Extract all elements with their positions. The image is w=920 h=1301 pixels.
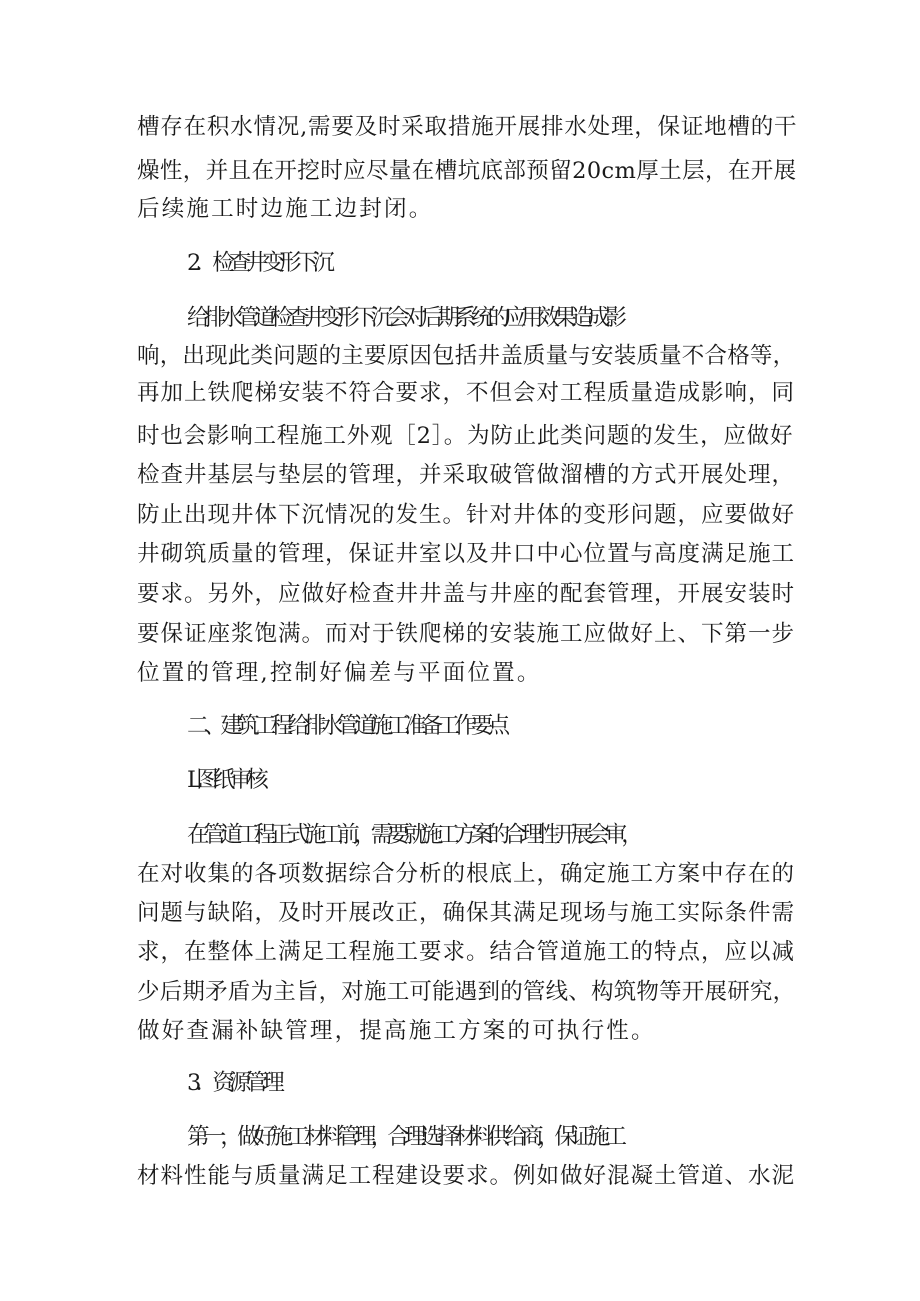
text-line: 燥性，并且在开挖时应尽量在槽坑底部预留20cm厚土层，在开展 — [137, 158, 797, 184]
text-line: 要保证座浆饱满。而对于铁爬梯的安装施工应做好上、下第一步 — [137, 621, 796, 647]
text-line: 求，在整体上满足工程施工要求。结合管道施工的特点，应以减 — [137, 939, 796, 965]
text-line: 再加上铁爬梯安装不符合要求，不但会对工程质量造成影响，同 — [137, 380, 796, 406]
text-line: 少后期矛盾为主旨，对施工可能遇到的管线、构筑物等开展研究， — [137, 979, 796, 1005]
text-line: 要求。另外，应做好检查井井盖与井座的配套管理，开展安装时 — [137, 581, 796, 607]
text-line: 检查井基层与垫层的管理，并采取破管做溜槽的方式开展处理， — [137, 462, 796, 488]
text-line: 后续施工时边施工边封闭。 — [137, 196, 434, 222]
text-line: 防止出现井体下沉情况的发生。针对井体的变形问题，应要做好 — [137, 502, 796, 528]
text-line: 在对收集的各项数据综合分析的根底上，确定施工方案中存在的 — [137, 861, 796, 887]
text-line: 做好查漏补缺管理，提高施工方案的可执行性。 — [137, 1018, 656, 1044]
section-heading: L图纸审核 — [187, 767, 263, 793]
text-line: 槽存在积水情况,需要及时采取措施开展排水处理，保证地槽的干 — [137, 114, 798, 140]
text-line: 时也会影响工程施工外观［2］。为防止此类问题的发生，应做好 — [137, 423, 794, 449]
text-line: 在管道工程正式施工前，需要就施工方案的合理性开展会审， — [187, 822, 638, 848]
text-line: 位置的管理,控制好偏差与平面位置。 — [137, 660, 542, 686]
section-heading: 3．资源管理 — [187, 1070, 280, 1096]
text-line: 井砌筑质量的管理，保证井室以及井口中心位置与高度满足施工 — [137, 541, 796, 567]
text-line: 响，出现此类问题的主要原因包括井盖质量与安装质量不合格等， — [137, 343, 796, 369]
text-line: 问题与缺陷，及时开展改正，确保其满足现场与施工实际条件需 — [137, 900, 796, 926]
chapter-heading: 二、建筑工程给排水管道施工准备工作要点 — [187, 713, 505, 739]
text-line: 材料性能与质量满足工程建设要求。例如做好混凝土管道、水泥 — [137, 1163, 796, 1189]
text-line: 第一，做好施工材料管理，合理选择材料供给商，保证施工 — [187, 1124, 622, 1150]
text-line: 给排水管道检查井变形下沉会对后期系统的应用效果造成影 — [187, 305, 622, 331]
section-heading: 2．检查井变形下沉 — [187, 250, 330, 276]
